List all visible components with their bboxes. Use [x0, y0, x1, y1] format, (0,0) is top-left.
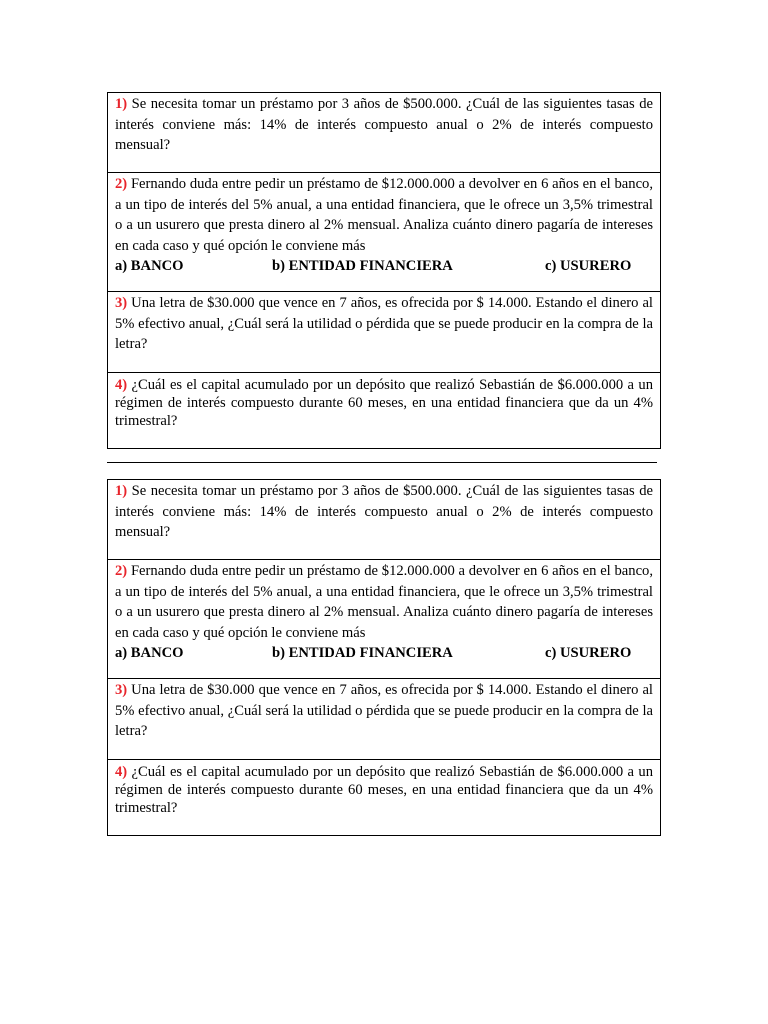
question-text: Una letra de $30.000 que vence en 7 años, es ofrecida por $ 14.000. Estando el dinero al 5% efectivo anual, ¿Cuál será la utilidad o pérdida que se puede producir en la compra de la letra?: [115, 295, 653, 352]
option-entidad-financiera: b) ENTIDAD FINANCIERA: [272, 258, 453, 274]
question-text: Fernando duda entre pedir un préstamo de $12.000.000 a devolver en 6 años en el banco, a un tipo de interés del 5% anual, a una entidad financiera, que le ofrece un 3,5% trimestral o a un usurero que presta dinero al 2% mensual. Analiza cuánto dinero pagaría de intereses en cada caso y qué opción le conviene más: [115, 563, 653, 641]
question-text: ¿Cuál es el capital acumulado por un depósito que realizó Sebastián de $6.000.000 a un régimen de interés compuesto durante 60 meses, en una entidad financiera que da un 4% trimestral?: [115, 377, 653, 429]
question-4-cell: [108, 372, 660, 448]
question-number: 1): [115, 96, 128, 112]
question-text: ¿Cuál es el capital acumulado por un depósito que realizó Sebastián de $6.000.000 a un régimen de interés compuesto durante 60 meses, en una entidad financiera que da un 4% trimestral?: [115, 764, 653, 816]
question-4-cell: [108, 759, 660, 835]
question-3-cell: [108, 291, 660, 372]
cut-line: [107, 462, 657, 463]
option-banco: a) BANCO: [115, 645, 184, 661]
question-number: 2): [115, 176, 128, 192]
question-number: 4): [115, 764, 128, 780]
option-entidad-financiera: b) ENTIDAD FINANCIERA: [272, 645, 453, 661]
question-2-cell: [108, 172, 660, 291]
question-text: Se necesita tomar un préstamo por 3 años de $500.000. ¿Cuál de las siguientes tasas de interés conviene más: 14% de interés compuesto anual o 2% de interés compuesto mensual?: [115, 483, 653, 540]
question-1-cell: [108, 480, 660, 559]
option-usurero: c) USURERO: [545, 645, 632, 661]
question-3-cell: [108, 678, 660, 759]
question-number: 3): [115, 682, 128, 698]
question-text: Fernando duda entre pedir un préstamo de $12.000.000 a devolver en 6 años en el banco, a un tipo de interés del 5% anual, a una entidad financiera, que le ofrece un 3,5% trimestral o a un usurero que presta dinero al 2% mensual. Analiza cuánto dinero pagaría de intereses en cada caso y qué opción le conviene más: [115, 176, 653, 254]
question-text: Una letra de $30.000 que vence en 7 años, es ofrecida por $ 14.000. Estando el dinero al 5% efectivo anual, ¿Cuál será la utilidad o pérdida que se puede producir en la compra de la letra?: [115, 682, 653, 739]
question-1-cell: [108, 93, 660, 172]
question-number: 4): [115, 377, 128, 393]
option-banco: a) BANCO: [115, 258, 184, 274]
answer-options: [115, 643, 653, 664]
question-number: 1): [115, 483, 128, 499]
worksheet-table-1: [107, 92, 661, 449]
question-text: Se necesita tomar un préstamo por 3 años de $500.000. ¿Cuál de las siguientes tasas de interés conviene más: 14% de interés compuesto anual o 2% de interés compuesto mensual?: [115, 96, 653, 153]
worksheet-table-2: [107, 479, 661, 836]
question-2-cell: [108, 559, 660, 678]
answer-options: [115, 256, 653, 277]
option-usurero: c) USURERO: [545, 258, 632, 274]
question-number: 2): [115, 563, 128, 579]
question-number: 3): [115, 295, 128, 311]
